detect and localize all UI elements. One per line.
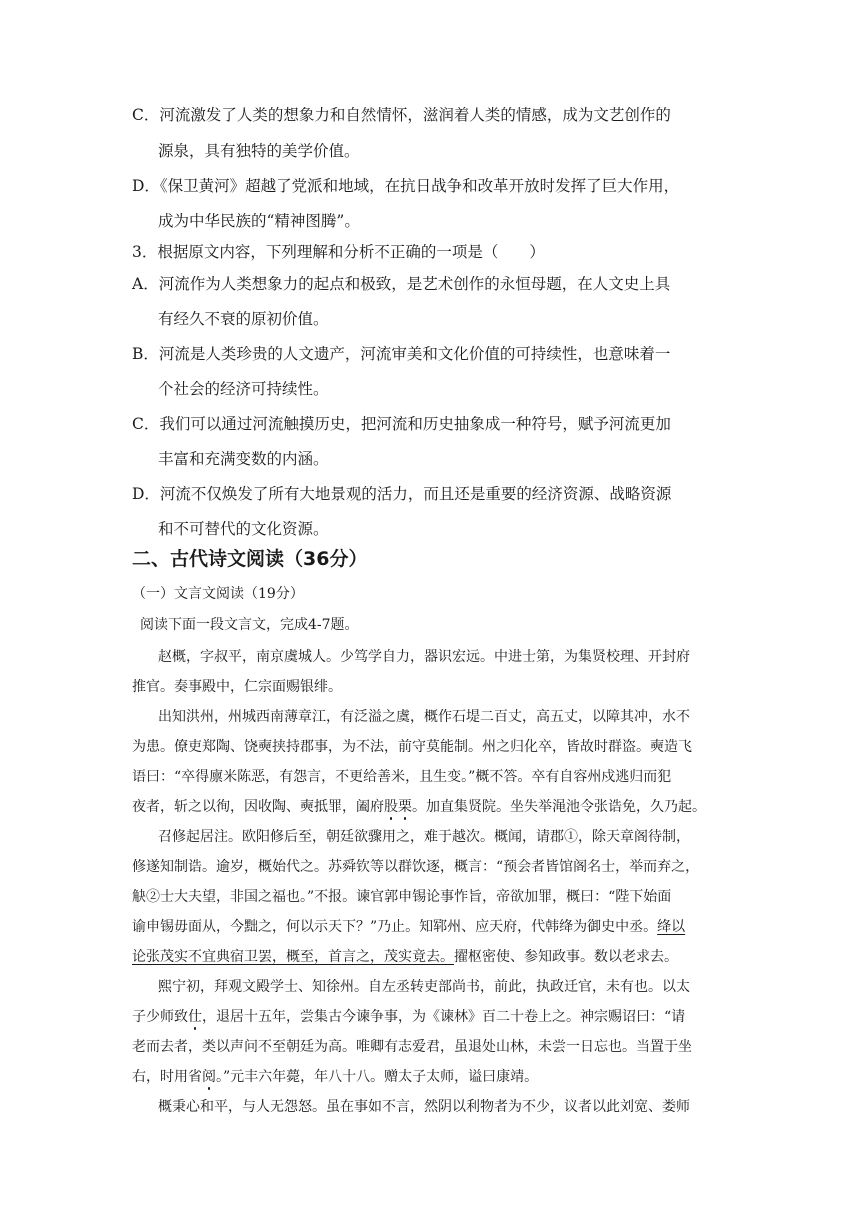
emphasis-char: 栗 — [398, 799, 412, 815]
passage-line: 推官。奏事殿中，仁宗面赐银绯。 — [132, 679, 342, 695]
passage-text: 右，时用省 — [132, 1069, 202, 1085]
passage-line: 召修起居注。欧阳修后至，朝廷欲骤用之，难于越次。概闻，请郡①，除天章阁待制， — [158, 829, 690, 845]
q3-option-a-line-2: 有经久不衰的原初价值。 — [158, 310, 329, 328]
passage-text: 擢枢密使、参知政事。数以老求去。 — [454, 949, 678, 965]
passage-line: 熙宁初，拜观文殿学士、知徐州。自左丞转吏部尚书，前此，执政迁官，未有也。以太 — [158, 979, 690, 995]
passage-line — [132, 945, 678, 969]
passage-line: 概秉心和平，与人无怨怒。虽在事如不言，然阴以利物者为不少，议者以此刘宽、娄师 — [158, 1099, 690, 1115]
passage-line — [132, 795, 706, 819]
passage-line: 修遂知制诰。逾岁，概始代之。苏舜钦等以群饮逐，概言：“预会者皆馆阁名士，举而弃之， — [132, 859, 700, 875]
q3-option-b-line-1: B．河流是人类珍贵的人文遗产，河流审美和文化价值的可持续性，也意味着一 — [132, 345, 671, 363]
reading-instruction: 阅读下面一段文言文，完成4-7题。 — [140, 617, 359, 633]
q3-option-c-line-2: 丰富和充满变数的内涵。 — [158, 450, 329, 468]
q3-option-d-line-1: D．河流不仅焕发了所有大地景观的活力，而且还是重要的经济资源、战略资源 — [132, 485, 672, 503]
q3-option-b-line-2: 个社会的经济可持续性。 — [158, 380, 329, 398]
passage-line: 出知洪州，州城西南薄章江，有泛溢之虞，概作石堤二百丈，高五丈，以障其冲，水不 — [158, 709, 690, 725]
passage-text: 夜者，斩之以徇，因收陶、奭抵罪，阖府 — [132, 799, 384, 815]
option-d-line-1: D．《保卫黄河》超越了党派和地域，在抗日战争和改革开放时发挥了巨大作用， — [132, 177, 680, 195]
passage-text: 。”元丰六年薨，年八十八。赠太子太师，谥曰康靖。 — [216, 1069, 539, 1085]
option-c-line-2: 源泉，具有独特的美学价值。 — [158, 142, 360, 160]
underlined-sentence: 论张茂实不宜典宿卫罢，概至，首言之，茂实竟去。 — [132, 949, 454, 965]
option-c-line-1: C．河流激发了人类的想象力和自然情怀，滋润着人类的情感，成为文艺创作的 — [132, 106, 671, 124]
passage-line — [132, 1065, 538, 1089]
passage-line: 老而去者，类以声问不至朝廷为高。唯卿有志爱君，虽退处山林，未尝一日忘也。当置于坐 — [132, 1039, 692, 1055]
passage-line: 赵概，字叔平，南京虞城人。少笃学自力，器识宏远。中进士第，为集贤校理、开封府 — [158, 649, 690, 665]
question-3: 3．根据原文内容，下列理解和分析不正确的一项是（ ） — [132, 243, 545, 261]
passage-text: 子少师致 — [132, 1009, 188, 1025]
option-d-line-2: 成为中华民族的“精神图腾”。 — [158, 212, 360, 230]
subsection-heading: （一）文言文阅读（19分） — [132, 586, 304, 602]
passage-line: 觖②士大夫望，非国之福也。”不报。谏官郭申锡论事怍旨，帝欲加罪，概曰：“陛下始面 — [132, 889, 672, 905]
section-heading: 二、古代诗文阅读（36分） — [132, 548, 368, 570]
q3-option-a-line-1: A．河流作为人类想象力的起点和极致，是艺术创作的永恒母题，在人文史上具 — [132, 275, 671, 293]
emphasis-char: 股 — [384, 799, 398, 815]
passage-text: ，退居十五年，尝集古今谏争事，为《谏林》百二十卷上之。神宗赐诏曰：“请 — [202, 1009, 686, 1025]
emphasis-char: 阅 — [202, 1069, 216, 1085]
underlined-sentence: 绛以 — [657, 919, 686, 935]
q3-option-c-line-1: C．我们可以通过河流触摸历史，把河流和历史抽象成一种符号，赋予河流更加 — [132, 415, 671, 433]
passage-line: 语曰：“卒得廪米陈恶，有怨言，不更给善米，且生变。”概不答。卒有自容州戍逃归而犯 — [132, 769, 672, 785]
emphasis-char: 仕 — [188, 1009, 202, 1025]
passage-line: 为患。僚吏郑陶、饶奭挟持郡事，为不法，前守莫能制。州之归化卒，皆故时群盗。奭造飞 — [132, 739, 692, 755]
passage-text: 。加直集贤院。坐失举渑池令张诰免，久乃起。 — [412, 799, 706, 815]
q3-option-d-line-2: 和不可替代的文化资源。 — [158, 520, 329, 538]
passage-line — [132, 1005, 685, 1029]
passage-text: 谕申锡毋面从，今黜之，何以示天下？”乃止。知郓州、应天府，代韩绛为御史中丞。 — [132, 919, 658, 935]
passage-line — [132, 915, 685, 939]
